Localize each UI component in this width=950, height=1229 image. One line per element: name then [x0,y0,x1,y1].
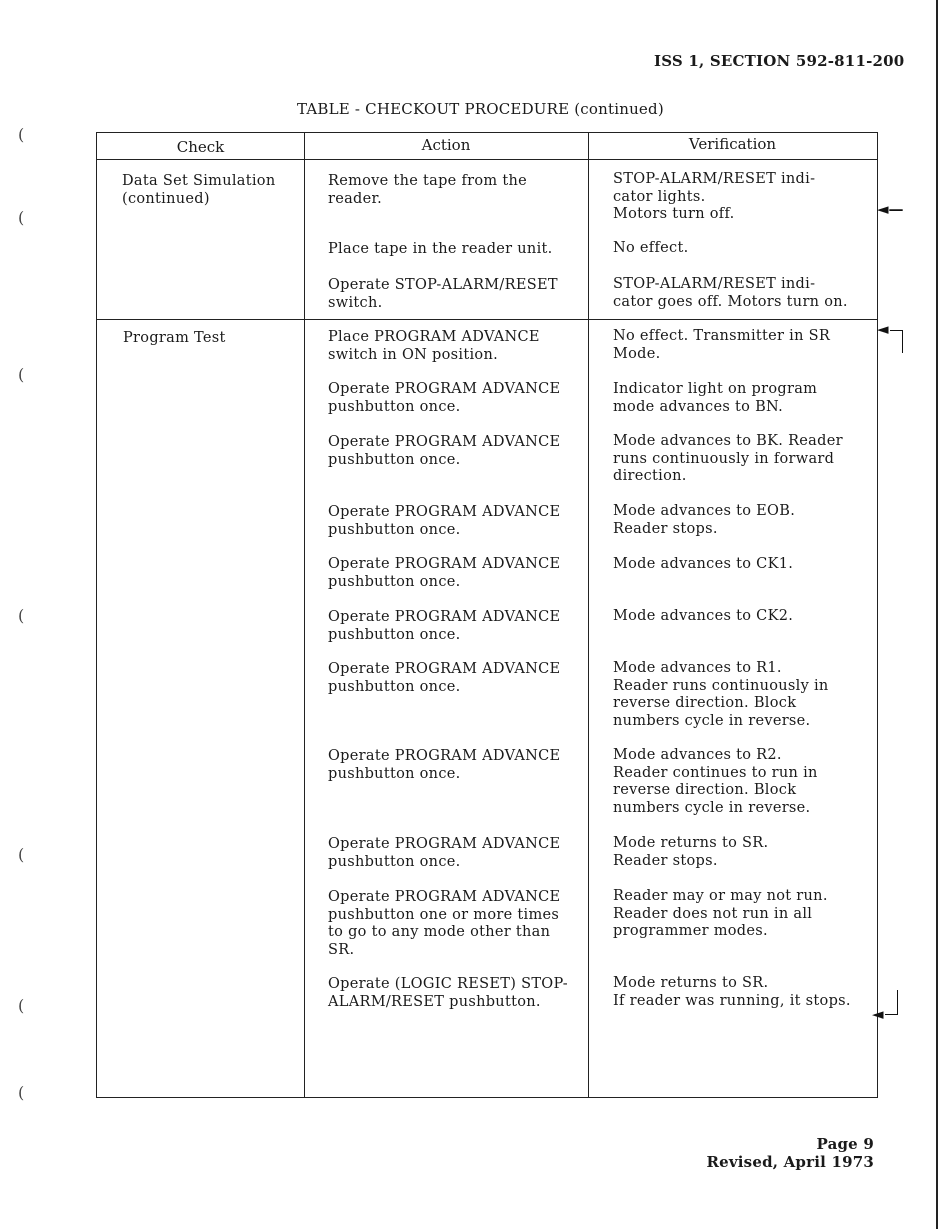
verification-cell: Mode advances to BK. Reader runs continuously in forward direction. [613,433,843,484]
header-divider [97,159,877,160]
action-cell: Operate PROGRAM ADVANCE pushbutton once. [328,661,561,695]
action-cell: Operate (LOGIC RESET) STOP- ALARM/RESET pushbutton. [328,976,568,1010]
binding-mark: ( [18,996,25,1015]
verification-cell: No effect. [613,240,689,256]
verification-cell: Mode returns to SR. If reader was running, it stops. [613,975,851,1009]
binding-mark: ( [18,1083,25,1102]
verification-cell: Indicator light on program mode advances to BN. [613,381,818,415]
section-divider [97,319,877,320]
action-cell: Operate PROGRAM ADVANCE pushbutton once. [328,381,561,415]
verification-cell: Reader may or may not run. Reader does not run in all programmer modes. [613,888,828,939]
action-cell: Operate STOP-ALARM/RESET switch. [328,277,558,311]
checkout-table [96,132,878,1098]
column-header-check: Check [176,138,225,156]
change-bracket [890,330,903,353]
table-title: TABLE - CHECKOUT PROCEDURE (continued) [297,100,664,118]
column-header-action: Action [421,136,471,154]
verification-cell: STOP-ALARM/RESET indi- cator lights. Motors turn off. [613,171,816,222]
action-cell: Operate PROGRAM ADVANCE pushbutton once. [328,504,561,538]
action-cell: Remove the tape from the reader. [328,173,527,207]
change-arrow-icon: ◄ [872,1005,884,1023]
action-cell: Place tape in the reader unit. [328,241,553,257]
binding-mark: ( [18,606,25,625]
page-edge [936,0,938,1229]
binding-mark: ( [18,125,25,144]
column-header-verification: Verification [688,135,777,153]
change-arrow-icon: ◄— [877,200,904,218]
revision-date: Revised, April 1973 [706,1153,874,1171]
action-cell: Place PROGRAM ADVANCE switch in ON position. [328,329,540,363]
binding-mark: ( [18,365,25,384]
verification-cell: Mode returns to SR. Reader stops. [613,835,769,869]
binding-mark: ( [18,845,25,864]
change-arrow-icon: ◄ [877,320,889,338]
check-label: Program Test [123,330,226,346]
verification-cell: Mode advances to EOB. Reader stops. [613,503,796,537]
action-cell: Operate PROGRAM ADVANCE pushbutton one or more times to go to any mode other than SR. [328,889,561,958]
change-bracket [885,990,898,1015]
verification-cell: Mode advances to CK1. [613,556,794,572]
action-cell: Operate PROGRAM ADVANCE pushbutton once. [328,434,561,468]
verification-cell: No effect. Transmitter in SR Mode. [613,328,831,362]
verification-cell: Mode advances to CK2. [613,608,794,624]
action-cell: Operate PROGRAM ADVANCE pushbutton once. [328,748,561,782]
action-cell: Operate PROGRAM ADVANCE pushbutton once. [328,556,561,590]
verification-cell: Mode advances to R1. Reader runs continuously in reverse direction. Block numbers cycle in reverse. [613,660,829,729]
column-divider [588,133,589,1097]
verification-cell: STOP-ALARM/RESET indi- cator goes off. Motors turn on. [613,276,848,310]
binding-mark: ( [18,208,25,227]
action-cell: Operate PROGRAM ADVANCE pushbutton once. [328,609,561,643]
document-id: ISS 1, SECTION 592-811-200 [654,52,905,70]
verification-cell: Mode advances to R2. Reader continues to run in reverse direction. Block numbers cycle in reverse. [613,747,818,816]
check-label: Data Set Simulation (continued) [122,173,276,207]
page-number: Page 9 [816,1135,874,1153]
action-cell: Operate PROGRAM ADVANCE pushbutton once. [328,836,561,870]
column-divider [304,133,305,1097]
